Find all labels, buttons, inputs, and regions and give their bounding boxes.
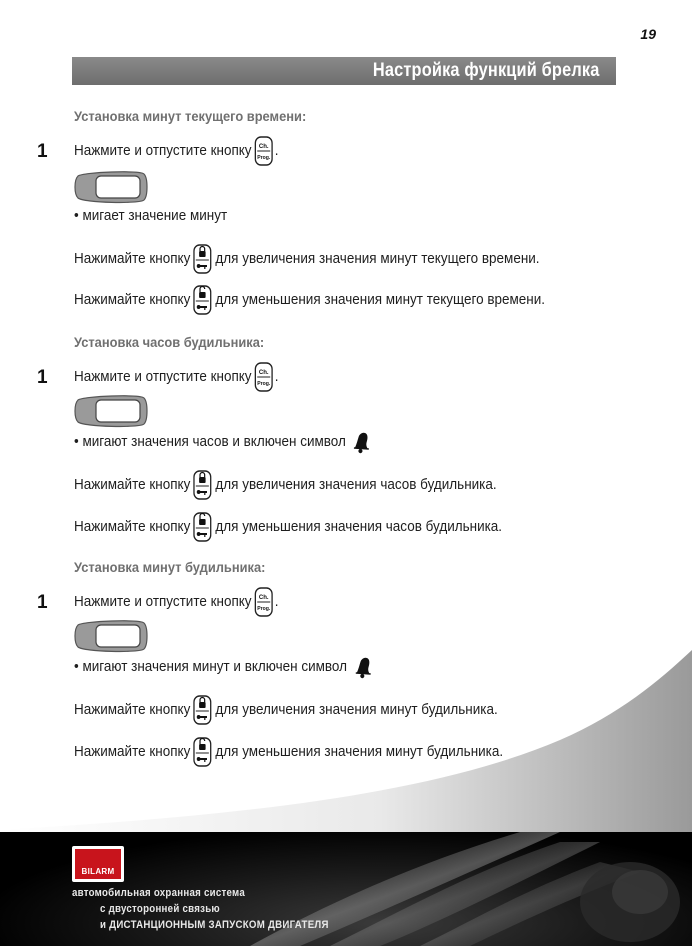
- remote-display-icon: [74, 619, 148, 653]
- press-text: Нажмите и отпустите кнопку: [74, 594, 252, 610]
- step-number: 1: [37, 141, 48, 162]
- press-instruction: [74, 136, 279, 166]
- remote-display-icon: [74, 394, 148, 428]
- blink-status: • мигает значение минут: [74, 208, 228, 224]
- logo-text: BILARM: [81, 867, 115, 876]
- ch-prog-button-icon: [254, 362, 273, 392]
- decrease-suffix: для уменьшения значения минут текущего времени.: [215, 292, 545, 308]
- increase-prefix: Нажимайте кнопку: [74, 477, 191, 493]
- press-instruction: [74, 587, 279, 617]
- step-number: 1: [37, 592, 48, 613]
- footer-banner: [0, 832, 692, 946]
- increase-instruction: [74, 470, 497, 500]
- press-suffix: .: [274, 369, 279, 385]
- press-suffix: .: [274, 143, 279, 159]
- section-title: Установка минут текущего времени:: [74, 108, 307, 124]
- ch-prog-button-icon: [254, 587, 273, 617]
- decrease-suffix: для уменьшения значения минут будильника.: [215, 744, 504, 760]
- increase-prefix: Нажимайте кнопку: [74, 702, 191, 718]
- press-text: Нажмите и отпустите кнопку: [74, 143, 252, 159]
- press-text: Нажмите и отпустите кнопку: [74, 369, 252, 385]
- increase-instruction: [74, 244, 540, 274]
- ch-label: Ch.: [258, 142, 269, 151]
- ch-label: Ch.: [258, 593, 269, 602]
- decrease-suffix: для уменьшения значения часов будильника.: [215, 519, 503, 535]
- lock-button-icon: [193, 470, 212, 500]
- press-suffix: .: [274, 594, 279, 610]
- decrease-prefix: Нажимайте кнопку: [74, 744, 191, 760]
- blink-text: • мигают значения минут и включен символ: [74, 659, 347, 675]
- ch-prog-button-icon: [254, 136, 273, 166]
- footer-tagline-1: автомобильная охранная система: [72, 887, 245, 899]
- prog-label: Prog.: [257, 605, 271, 613]
- unlock-button-icon: [193, 285, 212, 315]
- decrease-prefix: Нажимайте кнопку: [74, 292, 191, 308]
- increase-suffix: для увеличения значения минут будильника.: [215, 702, 498, 718]
- decrease-instruction: [74, 285, 545, 315]
- blink-text: • мигают значения часов и включен символ: [74, 434, 346, 450]
- section-title: Установка минут будильника:: [74, 559, 266, 575]
- increase-suffix: для увеличения значения часов будильника.: [215, 477, 497, 493]
- bell-icon: [351, 430, 371, 454]
- increase-prefix: Нажимайте кнопку: [74, 251, 191, 267]
- section-title: Установка часов будильника:: [74, 334, 265, 350]
- decrease-instruction: [74, 737, 503, 767]
- prog-label: Prog.: [257, 380, 271, 388]
- lock-button-icon: [193, 244, 212, 274]
- step-number: 1: [37, 367, 48, 388]
- footer-tagline-2: с двусторонней связью: [100, 903, 220, 915]
- unlock-button-icon: [193, 737, 212, 767]
- increase-suffix: для увеличения значения минут текущего времени.: [215, 251, 540, 267]
- bell-icon: [353, 655, 373, 679]
- page-number: 19: [640, 26, 656, 42]
- logo-background: [75, 849, 121, 879]
- decrease-instruction: [74, 512, 502, 542]
- header-bar: [72, 57, 616, 85]
- unlock-button-icon: [193, 512, 212, 542]
- increase-instruction: [74, 695, 498, 725]
- blink-status: [74, 655, 373, 679]
- lock-button-icon: [193, 695, 212, 725]
- decrease-prefix: Нажимайте кнопку: [74, 519, 191, 535]
- ch-label: Ch.: [258, 368, 269, 377]
- blink-status: [74, 430, 372, 454]
- prog-label: Prog.: [257, 154, 271, 162]
- remote-display-icon: [74, 170, 148, 204]
- brand-logo: [72, 846, 124, 882]
- page-title: Настройка функций брелка: [373, 60, 600, 81]
- footer-tagline-3: и ДИСТАНЦИОННЫМ ЗАПУСКОМ ДВИГАТЕЛЯ: [100, 919, 329, 931]
- press-instruction: [74, 362, 279, 392]
